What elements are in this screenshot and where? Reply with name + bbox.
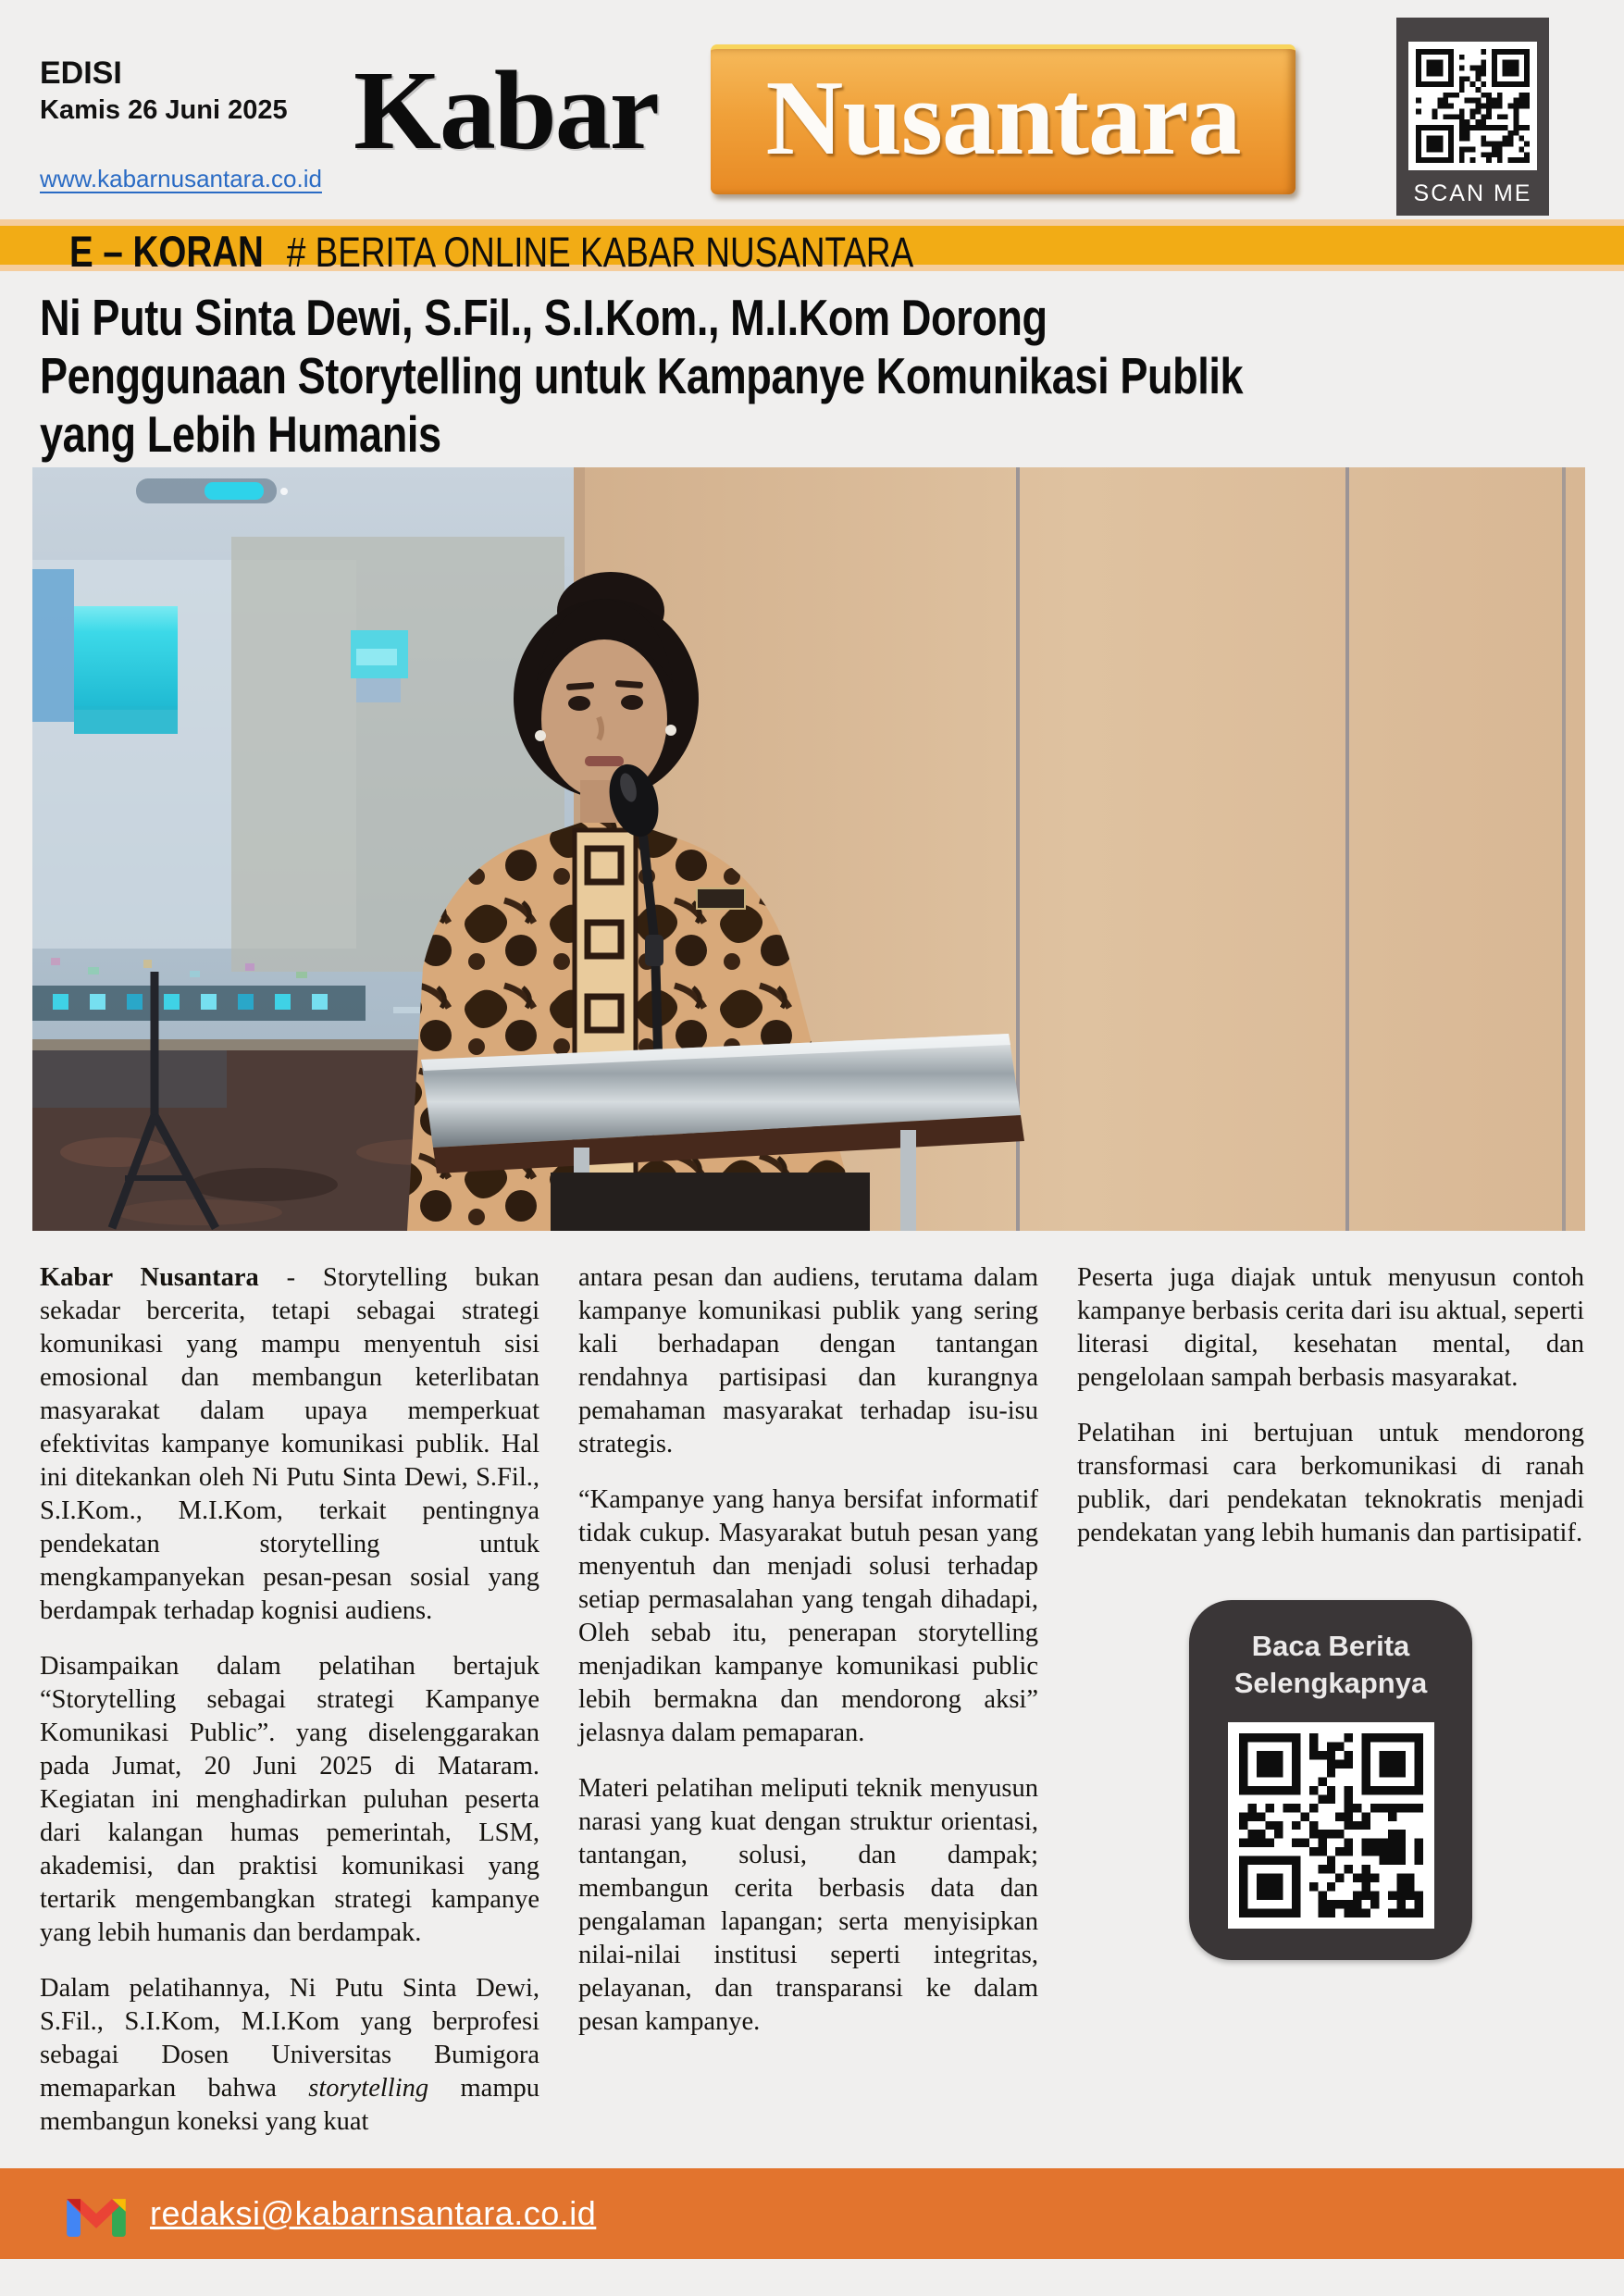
scan-me-panel [1396,18,1549,216]
paragraph: antara pesan dan audiens, terutama dalam kampanye komunikasi publik yang sering kali berhadapan dengan tantangan rendahnya partisipasi dan kurangnya pemahaman masyarakat terhadap isu-isu strategis. [578,1263,1038,1458]
paragraph: “Kampanye yang hanya bersifat informatif tidak cukup. Masyarakat butuh pesan yang menyentuh dan menjadi solusi terhadap setiap permasalahan yang tengah dihadapi, Oleh sebab itu, penerapan storytelling menjadikan kampanye komunikasi public lebih bermakna dan mendorong aksi” jelasnya dalam pemaparan. [578,1485,1038,1747]
news-photo [32,467,1585,1231]
paragraph-text: - Storytelling bukan sekadar bercerita, tetapi sebagai strategi komunikasi yang mampu menyentuh sisi emosional dan membangun keterlibatan masyarakat dalam upaya memperkuat efektivitas kampanye komunikasi publik. Hal ini ditekankan oleh Ni Putu Sinta Dewi, S.Fil., S.I.Kom., M.I.Kom, terkait pentingnya pendekatan storytelling untuk mengkampanyekan pesan-pesan sosial yang berdampak terhadap kognisi audiens. [40,1263,539,1625]
paragraph [40,1972,539,2139]
edition-label: EDISI [40,56,122,91]
banner-tagline: # BERITA ONLINE KABAR NUSANTARA [286,229,914,276]
headline-line-1: Ni Putu Sinta Dewi, S.Fil., S.I.Kom., M.I.Kom Dorong [40,289,1048,346]
article-column-1 [40,1261,539,2150]
paragraph: Materi pelatihan meliputi teknik menyusun narasi yang kuat dengan struktur orientasi, tantangan, solusi, dan dampak; membangun cerita berbasis data dan pengalaman lapangan; serta menyisipkan nilai-nilai institusi seperti integritas, pelayanan, dan transparansi ke dalam pesan kampanye. [578,1774,1038,2036]
scan-me-label: SCAN ME [1413,180,1532,206]
italic-term: storytelling [308,2074,429,2103]
qr-code [1239,1733,1423,1917]
article-column-3 [1077,1261,1584,2150]
editor-email-link[interactable]: redaksi@kabarnsantara.co.id [150,2194,597,2232]
read-more-card [1189,1600,1472,1960]
paragraph-text: mampu membangun koneksi yang kuat [40,2074,539,2136]
headline-line-3: yang Lebih Humanis [40,405,441,463]
logo-box-nusantara [711,44,1295,194]
article-lead: Kabar Nusantara [40,1263,259,1292]
paragraph-text: Dalam pelatihannya, Ni Putu Sinta Dewi, S.Fil., S.I.Kom, M.I.Kom yang berprofesi sebagai Dosen Universitas Bumigora memaparkan bahwa [40,1974,539,2103]
masthead [0,0,1624,219]
qr-code [1416,49,1530,163]
paragraph: Disampaikan dalam pelatihan bertajuk “Storytelling sebagai strategi Kampanye Komunikasi Public”. yang diselenggarakan pada Jumat, 20 Juni 2025 di Mataram. Kegiatan ini menghadirkan puluhan peserta dari kalangan humas pemerintah, LSM, akademisi, dan praktisi komunikasi yang tertarik mengembangkan strategi kampanye yang lebih humanis dan berdampak. [40,1652,539,1947]
ekoran-banner [0,219,1624,276]
banner-ekoran-label: E – KORAN [69,227,264,276]
headline-line-2: Penggunaan Storytelling untuk Kampanye Komunikasi Publik [40,347,1244,404]
name-tag [697,888,745,909]
article-column-2 [578,1261,1038,2150]
article-headline [40,289,1613,464]
speaker-photo-illustration [32,467,1585,1231]
paragraph: Peserta juga diajak untuk menyusun contoh kampanye berbasis cerita dari isu aktual, seperti literasi digital, kesehatan mental, dan pengelolaan sampah berbasis masyarakat. [1077,1263,1584,1392]
qr-code-icon [1228,1722,1434,1929]
paragraph: Pelatihan ini bertujuan untuk mendorong transformasi cara berkomunikasi di ranah publik, dari pendekatan teknokratis menjadi pendekatan yang lebih humanis dan partisipatif. [1077,1419,1584,1547]
article-body [40,1261,1584,2150]
website-link[interactable]: www.kabarnusantara.co.id [40,165,322,192]
qr-code-icon [1408,42,1537,170]
read-more-title: Baca Berita Selengkapnya [1233,1630,1428,1699]
logo-word-nusantara: Nusantara [765,59,1241,178]
gmail-icon [67,2191,126,2237]
paragraph [40,1261,539,1628]
footer-bar [0,2168,1624,2259]
edition-date: Kamis 26 Juni 2025 [40,94,288,125]
logo-word-kabar: Kabar [353,48,658,173]
